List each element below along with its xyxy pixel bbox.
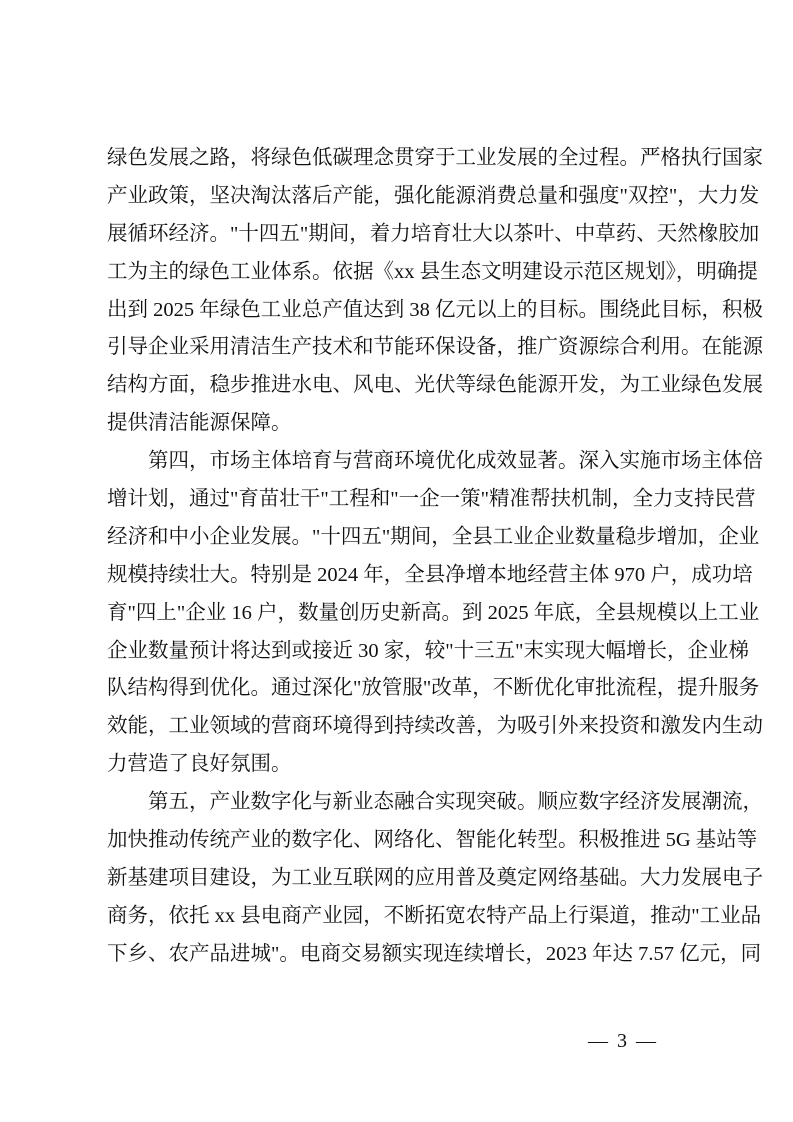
paragraph [107, 784, 763, 973]
text-line: 力营造了良好氛围。 [107, 753, 292, 776]
text-line: 经济和中小企业发展。"十四五"期间，全县工业企业数量稳步增加，企业 [107, 525, 760, 548]
text-line: 商务，依托 xx 县电商产业园，不断拓宽农特产品上行渠道，推动"工业品 [107, 904, 762, 927]
page-number: — 3 — [588, 1030, 658, 1052]
text-line: 绿色发展之路，将绿色低碳理念贯穿于工业发展的全过程。严格执行国家 [107, 147, 763, 169]
text-line: 结构方面，稳步推进水电、风电、光伏等绿色能源开发，为工业绿色发展 [107, 374, 763, 397]
text-line: 引导企业采用清洁生产技术和节能环保设备，推广资源综合利用。在能源 [107, 336, 763, 359]
text-line: 增计划，通过"育苗壮干"工程和"一企一策"精准帮扶机制，全力支持民营 [107, 488, 756, 511]
text-line: 企业数量预计将达到或接近 30 家，较"十三五"末实现大幅增长，企业梯 [107, 639, 749, 662]
paragraph [107, 140, 763, 443]
text-line: 提供清洁能源保障。 [107, 412, 292, 435]
text-line: 下乡、农产品进城"。电商交易额实现连续增长，2023 年达 7.57 亿元，同 [107, 942, 762, 965]
paragraph [107, 443, 763, 784]
text-line: 工为主的绿色工业体系。依据《xx 县生态文明建设示范区规划》，明确提 [107, 260, 758, 283]
text-line: 展循环经济。"十四五"期间，着力培育壮大以茶叶、中草药、天然橡胶加 [107, 222, 760, 245]
text-line: 育"四上"企业 16 户，数量创历史新高。到 2025 年底，全县规模以上工业 [107, 601, 760, 624]
text-line: 规模持续壮大。特别是 2024 年，全县净增本地经营主体 970 户，成功培 [107, 563, 753, 586]
text-line: 产业政策，坚决淘汰落后产能，强化能源消费总量和强度"双控"，大力发 [107, 184, 760, 207]
text-line: 效能，工业领域的营商环境得到持续改善，为吸引外来投资和激发内生动 [107, 715, 763, 738]
text-line: 出到 2025 年绿色工业总产值达到 38 亿元以上的目标。围绕此目标，积极 [107, 298, 763, 321]
text-line: 第五，产业数字化与新业态融合实现突破。顺应数字经济发展潮流， [148, 791, 763, 814]
document-body [107, 140, 763, 974]
text-line: 新基建项目建设，为工业互联网的应用普及奠定网络基础。大力发展电子 [107, 866, 763, 889]
text-line: 第四，市场主体培育与营商环境优化成效显著。深入实施市场主体倍 [148, 450, 763, 473]
text-line: 队结构得到优化。通过深化"放管服"改革，不断优化审批流程，提升服务 [107, 677, 760, 700]
text-line: 加快推动传统产业的数字化、网络化、智能化转型。积极推进 5G 基站等 [107, 829, 758, 852]
